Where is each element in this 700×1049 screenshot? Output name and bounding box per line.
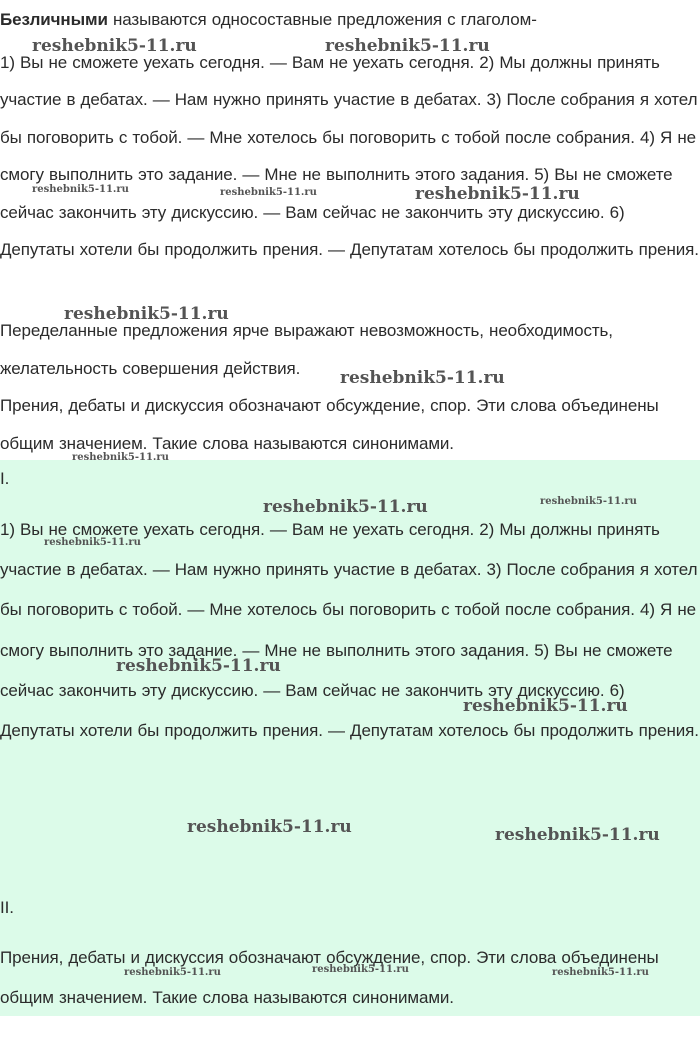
watermark: reshebnik5-11.ru (263, 497, 428, 517)
watermark: reshebnik5-11.ru (32, 184, 129, 195)
watermark: reshebnik5-11.ru (44, 537, 141, 548)
watermark: reshebnik5-11.ru (64, 304, 229, 324)
watermark: reshebnik5-11.ru (32, 36, 197, 56)
examples-paragraph: 1) Вы не сможете уехать сегодня. — Вам не уехать сегодня. 2) Мы должны принять участие в дебатах. — Нам нужно принять участие в дебатах. 3) После собрания я хотел бы поговорить с тобой. — Мне хотелось бы поговорить с тобой после собрания. 4) Я не смогу выполнить это задание. — Мне не выполнить этого задания. 5) Вы не сможете сейчас закончить эту дискуссию. — Вам сейчас не закончить эту дискуссию. 6) Депутаты хотели бы продолжить прения. — Депутатам хотелось бы продолжить прения. (0, 53, 699, 260)
synonyms-paragraph: Прения, дебаты и дискуссия обозначают обсуждение, спор. Эти слова объединены общим значением. Такие слова называются синонимами. (0, 396, 659, 453)
answer-part2-heading: II. (0, 898, 14, 917)
watermark: reshebnik5-11.ru (540, 496, 637, 507)
watermark: reshebnik5-11.ru (72, 452, 169, 463)
watermark: reshebnik5-11.ru (325, 36, 490, 56)
answer-part2-text: Прения, дебаты и дискуссия обозначают обсуждение, спор. Эти слова объединены общим значением. Такие слова называются синонимами. (0, 948, 659, 1007)
watermark: reshebnik5-11.ru (187, 817, 352, 837)
watermark: reshebnik5-11.ru (552, 967, 649, 978)
watermark: reshebnik5-11.ru (495, 825, 660, 845)
watermark: reshebnik5-11.ru (124, 967, 221, 978)
watermark: reshebnik5-11.ru (116, 656, 281, 676)
watermark: reshebnik5-11.ru (312, 964, 409, 975)
conclusion-paragraph: Переделанные предложения ярче выражают невозможность, необходимость, желательность совершения действия. (0, 321, 613, 378)
intro-text: называются односоставные предложения с глаголом- (107, 10, 537, 29)
term-bezlichnymi: Безличными (0, 10, 108, 29)
answer-part1-heading: I. (0, 469, 10, 488)
watermark: reshebnik5-11.ru (463, 696, 628, 716)
intro-paragraph (0, 0, 700, 40)
watermark: reshebnik5-11.ru (220, 187, 317, 198)
answer-part1-text: 1) Вы не сможете уехать сегодня. — Вам не уехать сегодня. 2) Мы должны принять участие в дебатах. — Нам нужно принять участие в дебатах. 3) После собрания я хотел бы поговорить с тобой. — Мне хотелось бы поговорить с тобой после собрания. 4) Я не смогу выполнить это задание. — Мне не выполнить этого задания. 5) Вы не сможете сейчас закончить эту дискуссию. — Вам сейчас не закончить эту дискуссию. 6) Депутаты хотели бы продолжить прения. — Депутатам хотелось бы продолжить прения. (0, 520, 699, 741)
watermark: reshebnik5-11.ru (415, 184, 580, 204)
watermark: reshebnik5-11.ru (340, 368, 505, 388)
